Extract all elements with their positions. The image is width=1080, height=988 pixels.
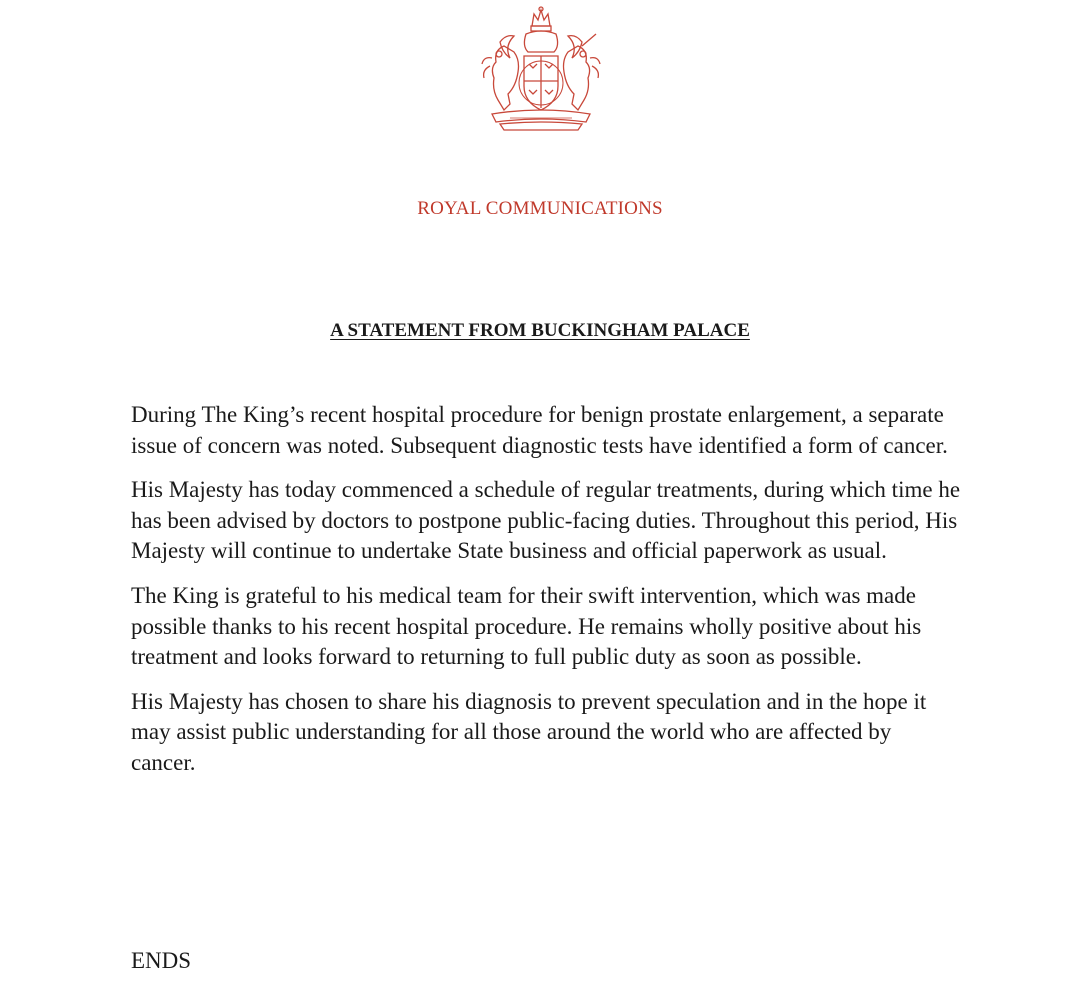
department-name: ROYAL COMMUNICATIONS <box>417 198 663 219</box>
statement-body <box>131 400 961 793</box>
paragraph: His Majesty has chosen to share his diagnosis to prevent speculation and in the hope it may assist public understanding for all those around the world who are affected by cancer. <box>131 688 927 775</box>
paragraph: During The King’s recent hospital procedure for benign prostate enlargement, a separate issue of concern was noted. Subsequent diagnostic tests have identified a form of cancer. <box>131 402 948 458</box>
statement-heading: A STATEMENT FROM BUCKINGHAM PALACE <box>330 320 750 341</box>
paragraph: The King is grateful to his medical team for their swift intervention, which was made possible thanks to his recent hospital procedure. He remains wholly positive about his treatment and looks forward to returning to full public duty as soon as possible. <box>131 582 922 670</box>
royal-coat-of-arms-icon <box>474 6 608 132</box>
closing-mark: ENDS <box>131 948 192 973</box>
paragraph: His Majesty has today commenced a schedule of regular treatments, during which time he has been advised by doctors to postpone public-facing duties. Throughout this period, His Majesty will continue to undertake State business and official paperwork as usual. <box>131 477 961 564</box>
